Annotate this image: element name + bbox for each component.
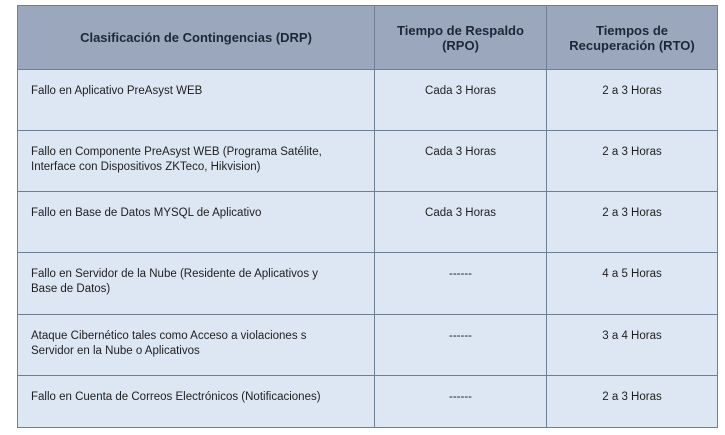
cell-rpo: ------ — [375, 375, 547, 427]
table-row — [18, 253, 718, 314]
cell-classification-line2: Interface con Dispositivos ZKTeco, Hikvision) — [31, 161, 261, 174]
cell-classification-line1: Fallo en Cuenta de Correos Electrónicos (Notificaciones) — [31, 390, 321, 403]
cell-classification-line1: Fallo en Servidor de la Nube (Residente de Aplicativos y — [31, 268, 319, 281]
cell-classification — [18, 70, 375, 131]
header-row — [18, 6, 718, 70]
cell-classification — [18, 253, 375, 314]
header-rpo-line2: (RPO) — [442, 37, 479, 53]
cell-classification-line2: Servidor en la Nube o Aplicativos — [31, 344, 200, 357]
table-row — [18, 375, 718, 427]
table-body — [18, 70, 718, 428]
cell-rpo: ------ — [375, 314, 547, 375]
header-rto-line2: Recuperación (RTO) — [569, 37, 695, 53]
cell-classification — [18, 192, 375, 253]
table-row — [18, 314, 718, 375]
header-rpo-line1: Tiempo de Respaldo — [397, 22, 524, 38]
table-row — [18, 70, 718, 131]
cell-rpo: ------ — [375, 253, 547, 314]
table-row — [18, 192, 718, 253]
cell-rpo: Cada 3 Horas — [375, 70, 547, 131]
cell-classification — [18, 131, 375, 192]
header-classification-text: Clasificación de Contingencias (DRP) — [80, 30, 312, 45]
cell-rto: 2 a 3 Horas — [547, 131, 718, 192]
table-row — [18, 131, 718, 192]
cell-classification-line1: Fallo en Base de Datos MYSQL de Aplicativo — [31, 207, 262, 220]
drp-table — [17, 5, 718, 428]
cell-classification — [18, 375, 375, 427]
header-rto — [547, 6, 718, 70]
cell-rto: 2 a 3 Horas — [547, 192, 718, 253]
header-rpo — [375, 6, 547, 70]
table-header — [18, 6, 718, 70]
cell-classification-line1: Fallo en Componente PreAsyst WEB (Programa Satélite, — [31, 146, 322, 159]
cell-classification — [18, 314, 375, 375]
header-rto-line1: Tiempos de — [595, 22, 668, 38]
cell-classification-line1: Fallo en Aplicativo PreAsyst WEB — [31, 85, 203, 97]
cell-rto: 2 a 3 Horas — [547, 375, 718, 427]
cell-rpo: Cada 3 Horas — [375, 192, 547, 253]
cell-rto: 4 a 5 Horas — [547, 253, 718, 314]
cell-rto: 2 a 3 Horas — [547, 70, 718, 131]
cell-classification-line2: Base de Datos) — [31, 283, 111, 296]
cell-rpo: Cada 3 Horas — [375, 131, 547, 192]
cell-classification-line1: Ataque Cibernético tales como Acceso a violaciones s — [31, 329, 307, 342]
header-classification — [18, 6, 375, 70]
cell-rto: 3 a 4 Horas — [547, 314, 718, 375]
